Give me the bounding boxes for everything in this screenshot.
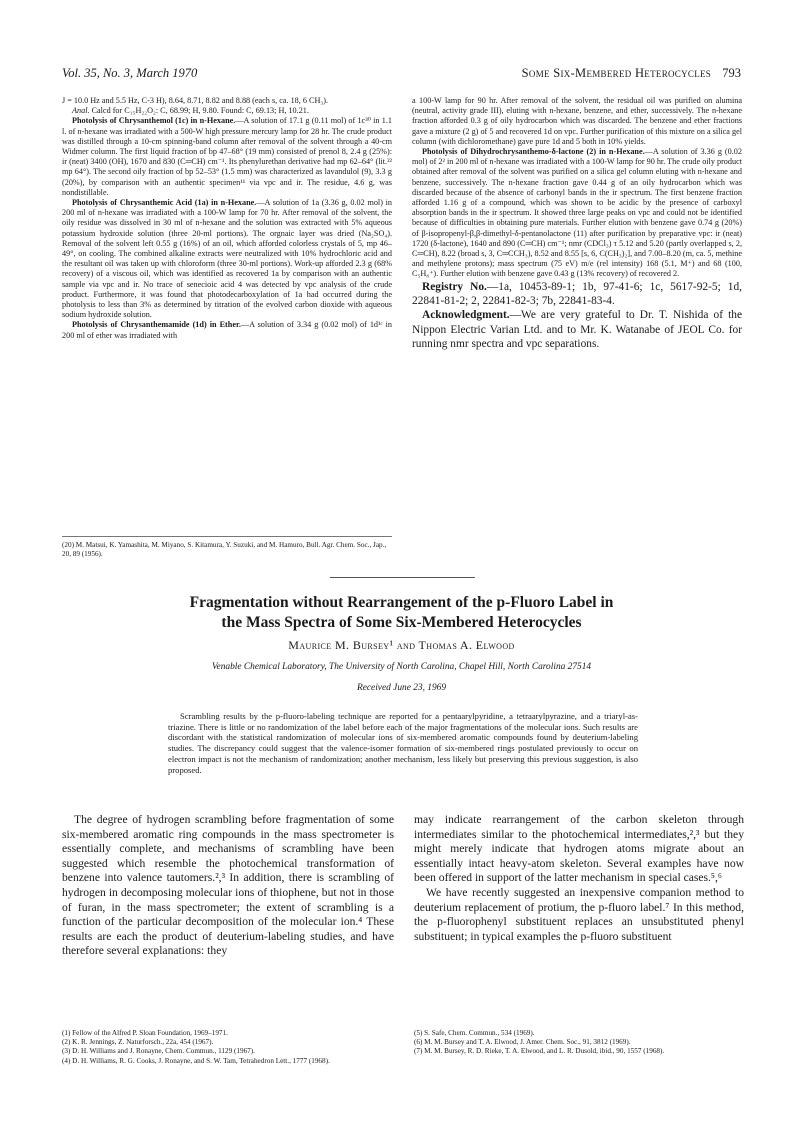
footnote: (6) M. M. Bursey and T. A. Elwood, J. Amer. Chem. Soc., 91, 3812 (1969). (414, 1038, 631, 1047)
paragraph: J = 10.0 Hz and 5.5 Hz, C-3 H), 8.64, 8.71, 8.82 and 8.88 (each s, ca. 18, 6 CH₃). (62, 96, 329, 105)
abstract-text: Scrambling results by the p-fluoro-labeling technique are reported for a pentaarylpyridine, a tetraarylpyrazine, and a triaryl-as-triazine. There is little or no randomization of the label before each of the major fragmentations of the molecular ions. Such results are discordant with the statistical randomization of molecular ions of six-membered aromatic compounds found by deuterium-labeling studies. The discrepancy could suggest that the valence-isomer formation of six-membered rings postulated previously to occur on electron impact is not the mechanism of randomization; another mechanism, less likely but preserving this previous suggestion, is also proposed. (168, 711, 638, 775)
journal-volume-info: Vol. 35, No. 3, March 1970 (62, 66, 198, 80)
article-title-line: Fragmentation without Rearrangement of the p-Fluoro Label in (189, 594, 614, 611)
run-in-heading: Photolysis of Dihydrochrysanthemo-δ-lactone (2) in n-Hexane. (422, 147, 645, 157)
run-in-heading: Photolysis of Chrysanthemamide (1d) in Ether. (72, 320, 241, 330)
received-date: Received June 23, 1969 (356, 683, 447, 693)
paragraph: a 100-W lamp for 90 hr. After removal of the solvent, the residual oil was purified on alumina (neutral, activity grade III), eluting with n-hexane, benzene, and ether, successively. The n-hexane fraction afforded 0.3 g of oily hydrocarbon which was discarded. The benzene and ether fractions gave a mixture (2 g) of 5 and recovered 1d on vpc. Further purification of this mixture on a silica gel column (with dichloromethane) gave pure 1d and 5 both in 10% yields. (412, 96, 742, 146)
paragraph (412, 147, 742, 280)
footnote: (3) D. H. Williams and J. Ronayne, Chem. Commun., 1129 (1967). (62, 1047, 255, 1056)
running-header (62, 66, 741, 84)
footnotes-left (62, 1029, 392, 1066)
paragraph: may indicate rearrangement of the carbon skeleton through intermediates similar to the photochemical intermediates,²,³ but they might merely indicate that hydrogen atoms migrate about an essentially intact heavy-atom skeleton. Several examples have now been offered in support of the latter mechanism in special cases.⁵,⁶ (414, 813, 744, 885)
registry-paragraph (412, 280, 742, 309)
paragraph-text: —A solution of 17.1 g (0.11 mol) of 1c³⁰ in 1.1 l. of n-hexane was irradiated with a 500-W high pressure mercury lamp for 28 hr. The crude product was distilled through a 10-cm spinning-band column after removal of the solvent through a 40-cm Widmer column. The first liquid fraction of bp 47–68° (19 mm) consisted of prenol 8, 2.4 g (25%): ir (neat) 3400 (OH), 1670 and 830 (C═CH) cm⁻¹. Its phenylurethan derivative had mp 62–64° (lit.²² mp 64°). The second oily fraction of bp 52–53° (1.5 mm) was characterized as lavandulol (9), 3.3 g (20%), by comparison with an authentic specimen¹¹ via vpc and ir. The residue, 4.6 g, was nondistillable. (62, 116, 392, 197)
article-separator-rule (330, 577, 475, 578)
article-affiliation: Venable Chemical Laboratory, The University of North Carolina, Chapel Hill, North Carolina 27514 (211, 662, 592, 672)
paragraph (62, 320, 392, 340)
acknowledgment-paragraph (412, 308, 742, 351)
footnote: (7) M. M. Bursey, R. D. Rieke, T. A. Elwood, and L. R. Dusold, ibid., 90, 1557 (1968). (414, 1047, 665, 1056)
paragraph: We have recently suggested an inexpensive companion method to deuterium replacement of protium, the p-fluoro label.⁷ In this method, the p-fluorophenyl substituent replaces an unsubstituted phenyl substituent; in typical examples the p-fluoro substituent (414, 885, 744, 943)
abstract (168, 711, 638, 775)
article-title-line: the Mass Spectra of Some Six-Membered Heterocycles (221, 614, 582, 631)
analysis-text: Calcd for C₁₅H₂₂O₂: C, 68.99; H, 9.80. Found: C, 69.13; H, 10.21. (89, 106, 309, 116)
run-in-heading: Photolysis of Chrysanthemic Acid (1a) in n-Hexane. (72, 198, 257, 208)
analysis-paragraph (62, 106, 392, 116)
paragraph-text: —A solution of 3.36 g (0.02 mol) of 2² in 200 ml of n-hexane was irradiated with a 100-W lamp for 90 hr. The crude oily product obtained after removal of the solvent was purified on a silica gel column eluting with n-hexane and benzene, successively. The n-hexane fraction gave 0.44 g of an oily hydrocarbon which was discarded because of the absence of carbonyl bands in the ir spectrum. The first benzene fraction afforded 1.16 g of a compound, which was shown to be acidic by the presence of carboxyl absorption bands in the ir spectrum. It showed three large peaks on vpc and could not be identified because of difficulties in obtaining pure materials. Further elution with benzene gave 0.74 g (20%) of β-isopropenyl-β,β-dimethyl-δ-pentanolactone (11) after purification by preparative vpc: ir (neat) 1720 (δ-lactone), 1640 and 890 (C═CH) cm⁻¹; nmr (CDCl₃) τ 5.12 and 5.20 (partly overlapped s, 2, C═CH), 8.22 (broad s, 3, C═CCH₃), 8.52 and 8.55 [s, 6, C(CH₃)₂], and 7.00–8.20 (m, ca. 5, methine and methylene protons); mass spectrum (75 eV) m/e (rel intensity) 168 (5.1, M⁺) and 68 (100, C₅H₈⁺). Further elution with benzene gave 0.43 g (13% recovery) of recovered 2. (412, 147, 742, 279)
registry-heading: Registry No. (422, 280, 487, 293)
footnote: (5) S. Safe, Chem. Commun., 534 (1969). (414, 1029, 535, 1037)
article-title (62, 593, 741, 633)
paragraph-text: —A solution of 3.34 g (0.02 mol) of 1d¹ᶜ in 200 ml of ether was irradiated with (62, 320, 392, 340)
acknowledgment-text: —We are very grateful to Dr. T. Nishida of the Nippon Electric Varian Ltd. and to Mr. K. Watanabe of JEOL Co. for running nmr spectra and vpc separations. (412, 309, 742, 351)
article-authors: Maurice M. Bursey¹ and Thomas A. Elwood (288, 638, 515, 652)
left-column-continuation (62, 96, 392, 341)
body-left-column (62, 813, 394, 959)
paragraph: The degree of hydrogen scrambling before fragmentation of some six-membered aromatic ring compounds in the mass spectrometer is essentially complete, and mechanisms of scrambling have been suggested which resemble the photochemical transformation of benzene into valence tautomers.²,³ In addition, there is scrambling of hydrogen in decomposing molecular ions of thiophene, but not in those of furan, in the mass spectrometer; the extent of scrambling is a function of the particular decomposition of the molecular ion.⁴ These results are each the product of deuterium-labeling studies, and have therefore several explanations: they (62, 813, 394, 958)
paragraph (62, 116, 392, 198)
footnote: (1) Fellow of the Alfred P. Sloan Foundation, 1969–1971. (62, 1029, 228, 1037)
run-in-heading: Photolysis of Chrysanthemol (1c) in n-Hexane. (72, 116, 236, 126)
right-column-continuation (412, 96, 742, 352)
footnote: (20) M. Matsui, K. Yamashita, M. Miyano, S. Kitamura, Y. Suzuki, and M. Hamuro, Bull. Agr. Chem. Soc., Jap., 20, 89 (1956). (62, 541, 387, 558)
page-number: 793 (722, 66, 741, 80)
paragraph-text: —A solution of 1a (3.36 g, 0.02 mol) in 200 ml of n-hexane was irradiated with a 100-W lamp for 70 hr. After removal of the solvent, the oily residue was dissolved in 30 ml of n-hexane and the solution was extracted with 5% aqueous potassium hydroxide solution (three 20-ml portions). The orgnaic layer was dried (Na₂SO₄). Removal of the solvent left 0.55 g (16%) of an oil, which afforded colorless crystals of 5, mp 46–49°, on cooling. The combined alkaline extracts were neutralized with 10% hydrochloric acid and the resultant oil was taken up with chloroform (three 30-ml portions). Work-up afforded 2.3 g (68% recovery) of a viscous oil, which was identified as recovered 1a by comparison with an authentic sample via vpc and ir. No trace of senecioic acid 4 was detected by vpc analysis of the crude product. Furthermore, it was found that photodecarboxylation of 1a had occurred during the photolysis to less than 3% as determined by titration of the evolved carbon dioxide with aqueous sodium hydroxide solution. (62, 198, 393, 320)
footnotes-right (414, 1029, 744, 1057)
footnote: (2) K. R. Jennings, Z. Naturforsch., 22a, 454 (1967). (62, 1038, 214, 1047)
footnote: (4) D. H. Williams, R. G. Cooks, J. Ronayne, and S. W. Tam, Tetrahedron Lett., 1777 (1968). (62, 1056, 330, 1065)
running-title: Some Six-Membered Heterocycles (521, 66, 712, 80)
running-title-block (522, 66, 741, 81)
analysis-label: Anal. (72, 106, 90, 116)
paragraph (62, 198, 392, 320)
body-right-column (414, 813, 744, 944)
footnote-block-top (62, 536, 392, 559)
registry-text: —1a, 10453-89-1; 1b, 97-41-6; 1c, 5617-92-5; 1d, 22841-81-2; 2, 22841-82-3; 7b, 22841-83-4. (412, 280, 742, 308)
acknowledgment-heading: Acknowledgment. (422, 309, 510, 322)
